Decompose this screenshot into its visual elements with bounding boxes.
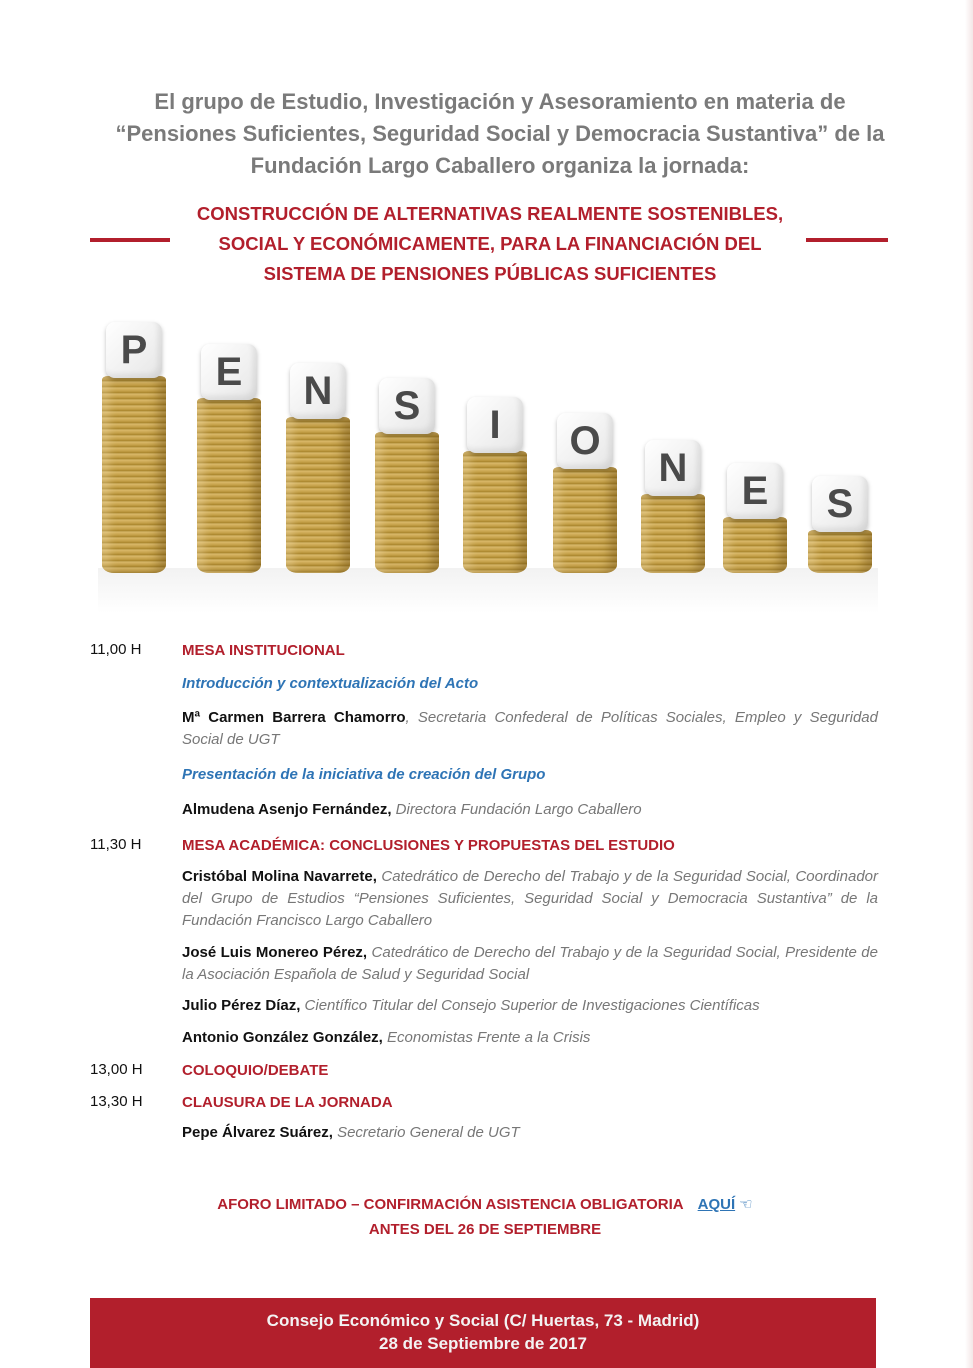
intro-line-1: El grupo de Estudio, Investigación y Asesoramiento en materia de [154,89,846,114]
pointing-hand-icon: ☜ [739,1196,753,1213]
coin-stack [463,395,527,573]
coloquio-heading: COLOQUIO/DEBATE [182,1062,329,1079]
letter-cube: N [645,440,701,496]
speaker-role: Catedrático de Derecho del Trabajo y de la Seguridad Social, Coordinador del Grupo de Estudios “Pensiones Suficientes, Seguridad Social y Democracia Sustantiva” de la Fundación Francisco Largo Caballero [182,868,878,929]
coin-stack [723,461,787,573]
coins [808,530,872,573]
speaker-role: , Secretaria Confederal de Políticas Sociales, Empleo y Seguridad Social de UGT [182,709,878,748]
coin-stack [197,342,261,573]
notice-line-1 [180,1192,790,1217]
hero-shadow [98,568,878,613]
time-1330: 13,30 H [90,1093,143,1110]
speaker-perez-diaz [182,995,878,1017]
time-1300: 13,00 H [90,1061,143,1078]
notice-text: AFORO LIMITADO – CONFIRMACIÓN ASISTENCIA OBLIGATORIA [217,1196,684,1213]
time-1130: 11,30 H [90,836,142,853]
letter-cube: I [467,397,523,453]
coin-stack [102,320,166,573]
title-line-2: SOCIAL Y ECONÓMICAMENTE, PARA LA FINANCIACIÓN DEL [218,233,762,254]
coins [553,467,617,573]
speaker-role: Catedrático de Derecho del Trabajo y de la Seguridad Social, Presidente de la Asociación Española de Salud y Seguridad Social [182,944,878,983]
presentacion-subheading: Presentación de la iniciativa de creación del Grupo [182,766,546,783]
coins [286,417,350,573]
intro-line-3: Fundación Largo Caballero organiza la jornada: [250,153,750,178]
speaker-gonzalez [182,1027,878,1049]
venue-footer-bar [90,1298,876,1368]
coin-stack [286,361,350,573]
venue-text: Consejo Económico y Social (C/ Huertas, 73 - Madrid) [266,1311,700,1330]
speaker-name: Mª Carmen Barrera Chamorro [182,709,406,726]
coin-stack [375,376,439,573]
speaker-name: Cristóbal Molina Navarrete, [182,868,377,885]
intro-heading [70,86,930,182]
speaker-monereo [182,942,878,986]
speaker-role: Directora Fundación Largo Caballero [391,801,642,818]
mesa-institucional-heading: MESA INSTITUCIONAL [182,642,345,659]
event-title [100,199,880,289]
letter-cube: N [290,363,346,419]
aqui-link[interactable]: AQUÍ [697,1196,736,1213]
coin-stack [808,474,872,573]
letter-cube: P [106,322,162,378]
notice-line-2: ANTES DEL 26 DE SEPTIEMBRE [368,1221,602,1238]
mesa-academica-heading: MESA ACADÉMICA: CONCLUSIONES Y PROPUESTAS DEL ESTUDIO [182,837,675,854]
speaker-role: Economistas Frente a la Crisis [382,1029,591,1046]
letter-cube: S [812,476,868,532]
speaker-alvarez [182,1122,878,1144]
speaker-asenjo [182,799,878,821]
speaker-barrera [182,707,878,751]
registration-notice [180,1192,790,1242]
speaker-name: Antonio González González, [182,1029,383,1046]
coin-stack [641,438,705,573]
coins [197,398,261,573]
speaker-molina [182,866,878,932]
page-edge [965,0,973,1368]
title-line-1: CONSTRUCCIÓN DE ALTERNATIVAS REALMENTE SOSTENIBLES, [196,203,784,224]
intro-line-2: “Pensiones Suficientes, Seguridad Social y Democracia Sustantiva” de la [115,121,885,146]
coins [463,451,527,573]
speaker-name: Almudena Asenjo Fernández, [182,801,392,818]
coins [723,517,787,573]
title-line-3: SISTEMA DE PENSIONES PÚBLICAS SUFICIENTES [263,263,717,284]
coins [375,432,439,573]
letter-cube: E [201,344,257,400]
speaker-name: Pepe Álvarez Suárez, [182,1124,333,1141]
event-date: 28 de Septiembre de 2017 [379,1334,587,1353]
coin-stack [553,411,617,573]
clausura-heading: CLAUSURA DE LA JORNADA [182,1094,393,1111]
pensiones-coins-image [98,318,878,613]
speaker-role: Secretario General de UGT [332,1124,520,1141]
speaker-role: Científico Titular del Consejo Superior de Investigaciones Científicas [300,997,760,1014]
coins [102,376,166,573]
intro-acto-subheading: Introducción y contextualización del Acto [182,675,479,692]
letter-cube: E [727,463,783,519]
speaker-name: Julio Pérez Díaz, [182,997,301,1014]
letter-cube: O [557,413,613,469]
time-1100: 11,00 H [90,641,142,658]
speaker-name: José Luis Monereo Pérez, [182,944,368,961]
letter-cube: S [379,378,435,434]
coins [641,494,705,573]
